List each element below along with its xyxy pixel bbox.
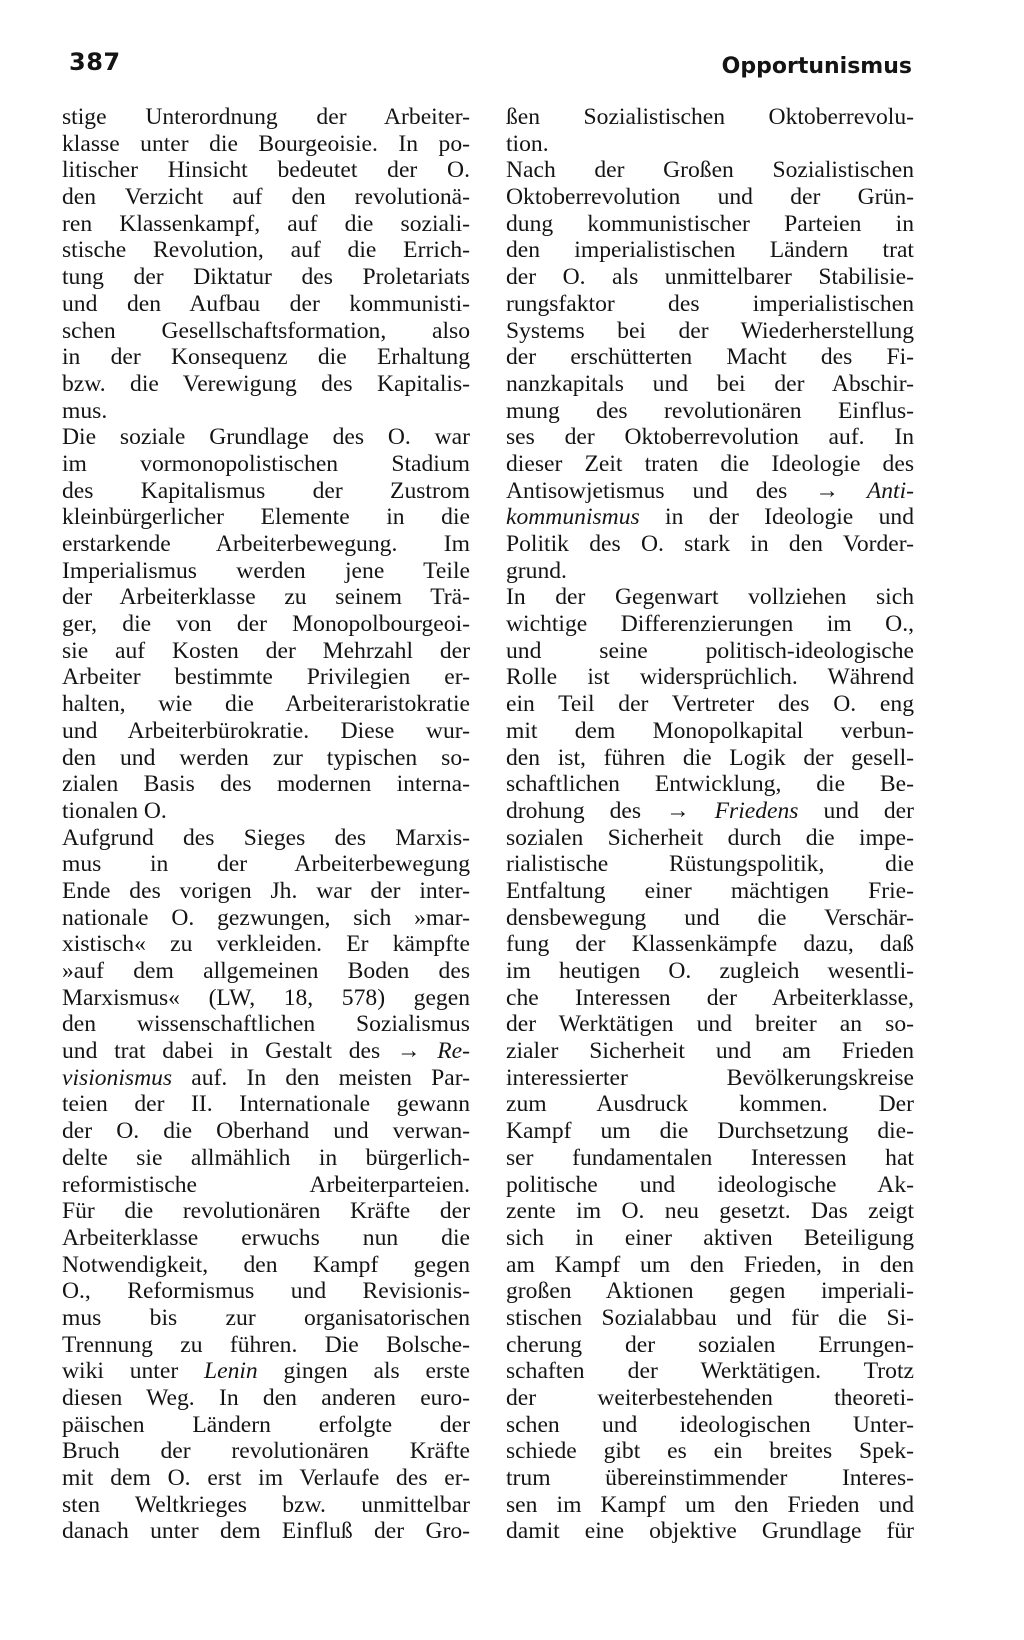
text-line (506, 478, 914, 505)
text-line (62, 1358, 470, 1385)
text-line: zialer Sicherheit und am Frieden (506, 1038, 914, 1065)
text-line: großen Aktionen gegen imperiali- (506, 1278, 914, 1305)
text-run: und der (798, 797, 914, 824)
text-run: in der Ideologie und (639, 504, 914, 531)
text-line: zialen Basis des modernen interna- (62, 771, 470, 798)
text-line: den ist, führen die Logik der gesell- (506, 744, 914, 771)
text-line: trum übereinstimmender Interes- (506, 1465, 914, 1492)
left-text-column (62, 104, 470, 1545)
text-line (506, 504, 914, 531)
text-line: sie auf Kosten der Mehrzahl der (62, 637, 470, 664)
text-line: und seine politisch-ideologische (506, 637, 914, 664)
text-line: Politik des O. stark in den Vorder- (506, 531, 914, 557)
text-line: klasse unter die Bourgeoisie. In po- (62, 130, 470, 157)
text-line: ßen Sozialistischen Oktoberrevolu- (506, 104, 914, 130)
text-line: nanzkapitals und bei der Abschir- (506, 370, 914, 397)
page-number: 387 (69, 48, 121, 76)
text-line: im vormonopolistischen Stadium (62, 450, 470, 477)
text-line: ren Klassenkampf, auf die soziali- (62, 210, 470, 237)
text-line: ein Teil der Vertreter des O. eng (506, 691, 914, 718)
text-line: in der Konsequenz die Erhaltung (62, 344, 470, 371)
text-line (62, 1038, 470, 1065)
text-line: grund. (506, 557, 567, 584)
text-line (506, 798, 914, 825)
text-line: Für die revolutionären Kräfte der (62, 1198, 470, 1225)
text-line: den und werden zur typischen so- (62, 744, 470, 771)
text-line: und Arbeiterbürokratie. Diese wur- (62, 717, 470, 744)
text-line: der O. als unmittelbarer Stabilisie- (506, 264, 914, 291)
text-line: wichtige Differenzierungen im O., (506, 611, 914, 638)
text-line: schaftlichen Entwicklung, die Be- (506, 771, 914, 798)
text-line: der Arbeiterklasse zu seinem Trä- (62, 584, 470, 611)
text-line: bzw. die Verewigung des Kapitalis- (62, 370, 470, 397)
text-line: Kampf um die Durchsetzung die- (506, 1118, 914, 1145)
text-line: mit dem O. erst im Verlaufe des er- (62, 1465, 470, 1492)
text-line: Die soziale Grundlage des O. war (62, 424, 470, 451)
text-line: Imperialismus werden jene Teile (62, 557, 470, 584)
text-line: mung des revolutionären Einflus- (506, 397, 914, 424)
text-line: che Interessen der Arbeiterklasse, (506, 984, 914, 1011)
text-line: schaften der Werktätigen. Trotz (506, 1358, 914, 1385)
text-line: halten, wie die Arbeiteraristokratie (62, 691, 470, 718)
running-head: Opportunismus (721, 54, 912, 79)
text-line: dung kommunistischer Parteien in (506, 210, 914, 237)
text-line: zente im O. neu gesetzt. Das zeigt (506, 1198, 914, 1225)
text-line: der Werktätigen und breiter an so- (506, 1011, 914, 1038)
text-line: danach unter dem Einfluß der Gro- (62, 1518, 470, 1545)
text-line (62, 1065, 470, 1092)
text-line: des Kapitalismus der Zustrom (62, 477, 470, 504)
text-line: und den Aufbau der kommunisti- (62, 290, 470, 317)
text-line: reformistische Arbeiterparteien. (62, 1171, 470, 1198)
text-line: päischen Ländern erfolgte der (62, 1411, 470, 1438)
text-line: Oktoberrevolution und der Grün- (506, 184, 914, 211)
text-line: sen im Kampf um den Frieden und (506, 1491, 914, 1518)
text-run: wiki unter (62, 1358, 204, 1385)
text-line: fung der Klassenkämpfe dazu, daß (506, 931, 914, 958)
text-line: Rolle ist widersprüchlich. Während (506, 664, 914, 691)
text-line: ser fundamentalen Interessen hat (506, 1144, 914, 1171)
text-line: Aufgrund des Sieges des Marxis- (62, 824, 470, 851)
right-text-column (506, 104, 914, 1545)
text-line: »auf dem allgemeinen Boden des (62, 958, 470, 984)
cross-reference-term: visionismus (62, 1064, 173, 1091)
text-line: dieser Zeit traten die Ideologie des (506, 450, 914, 477)
text-line: tionalen O. (62, 797, 167, 824)
text-line: mit dem Monopolkapital verbun- (506, 717, 914, 744)
text-line: In der Gegenwart vollziehen sich (506, 584, 914, 611)
text-line: Arbeiter bestimmte Privilegien er- (62, 664, 470, 691)
text-line: sten Weltkrieges bzw. unmittelbar (62, 1491, 470, 1518)
text-line: erstarkende Arbeiterbewegung. Im (62, 531, 470, 557)
text-line: ses der Oktoberrevolution auf. In (506, 424, 914, 451)
text-line: diesen Weg. In den anderen euro- (62, 1385, 470, 1411)
text-run: Antisowjetismus und des → (506, 477, 867, 504)
text-line: rialistische Rüstungspolitik, die (506, 851, 914, 878)
text-line: den wissenschaftlichen Sozialismus (62, 1011, 470, 1038)
text-line: im heutigen O. zugleich wesentli- (506, 958, 914, 984)
text-line: Trennung zu führen. Die Bolsche- (62, 1331, 470, 1358)
text-line: Entfaltung einer mächtigen Frie- (506, 877, 914, 904)
text-line: xistisch« zu verkleiden. Er kämpfte (62, 931, 470, 958)
text-line: stischen Sozialabbau und für die Si- (506, 1304, 914, 1331)
text-line: kleinbürgerlicher Elemente in die (62, 504, 470, 531)
text-line: Marxismus« (LW, 18, 578) gegen (62, 984, 470, 1011)
text-line: O., Reformismus und Revisionis- (62, 1278, 470, 1305)
cross-reference-term: kommunismus (506, 504, 640, 531)
text-line: mus in der Arbeiterbewegung (62, 851, 470, 878)
text-line: stische Revolution, auf die Errich- (62, 237, 470, 264)
text-line: tion. (506, 130, 549, 157)
text-line: schen Gesellschaftsformation, also (62, 317, 470, 344)
text-line: politische und ideologische Ak- (506, 1171, 914, 1198)
text-line: densbewegung und die Verschär- (506, 904, 914, 931)
text-line: Notwendigkeit, den Kampf gegen (62, 1251, 470, 1278)
text-run: drohung des → (506, 797, 715, 824)
text-line: mus bis zur organisatorischen (62, 1304, 470, 1331)
cross-reference-term: Lenin (203, 1358, 258, 1385)
text-line: teien der II. Internationale gewann (62, 1091, 470, 1118)
text-line: sozialen Sicherheit durch die impe- (506, 824, 914, 851)
text-run: auf. In den meisten Par- (172, 1064, 470, 1091)
text-line: mus. (62, 397, 108, 424)
text-line: zum Ausdruck kommen. Der (506, 1091, 914, 1118)
text-line: schen und ideologischen Unter- (506, 1411, 914, 1438)
text-run: gingen als erste (257, 1358, 470, 1385)
text-line: schiede gibt es ein breites Spek- (506, 1438, 914, 1465)
cross-reference-term: Friedens (714, 797, 799, 824)
text-line: am Kampf um den Frieden, in den (506, 1251, 914, 1278)
text-line: der O. die Oberhand und verwan- (62, 1118, 470, 1145)
text-line: rungsfaktor des imperialistischen (506, 290, 914, 317)
text-line: nationale O. gezwungen, sich »mar- (62, 904, 470, 931)
text-line: Nach der Großen Sozialistischen (506, 157, 914, 184)
cross-reference-term: Re- (437, 1038, 470, 1065)
text-line: delte sie allmählich in bürgerlich- (62, 1144, 470, 1171)
text-line: Systems bei der Wiederherstellung (506, 317, 914, 344)
text-line: damit eine objektive Grundlage für (506, 1518, 914, 1545)
text-line: litischer Hinsicht bedeutet der O. (62, 157, 470, 184)
text-line: den Verzicht auf den revolutionä- (62, 184, 470, 211)
text-line: Bruch der revolutionären Kräfte (62, 1438, 470, 1465)
text-line: cherung der sozialen Errungen- (506, 1331, 914, 1358)
text-run: und trat dabei in Gestalt des → (62, 1038, 438, 1065)
text-line: Ende des vorigen Jh. war der inter- (62, 877, 470, 904)
text-line: interessierter Bevölkerungskreise (506, 1064, 914, 1091)
text-line: der erschütterten Macht des Fi- (506, 344, 914, 371)
text-line: der weiterbestehenden theoreti- (506, 1385, 914, 1411)
text-line: Arbeiterklasse erwuchs nun die (62, 1224, 470, 1251)
text-line: tung der Diktatur des Proletariats (62, 264, 470, 291)
text-line: ger, die von der Monopolbourgeoi- (62, 611, 470, 638)
cross-reference-term: Anti- (866, 477, 914, 504)
text-line: sich in einer aktiven Beteiligung (506, 1224, 914, 1251)
text-line: den imperialistischen Ländern trat (506, 237, 914, 264)
text-line: stige Unterordnung der Arbeiter- (62, 104, 470, 130)
